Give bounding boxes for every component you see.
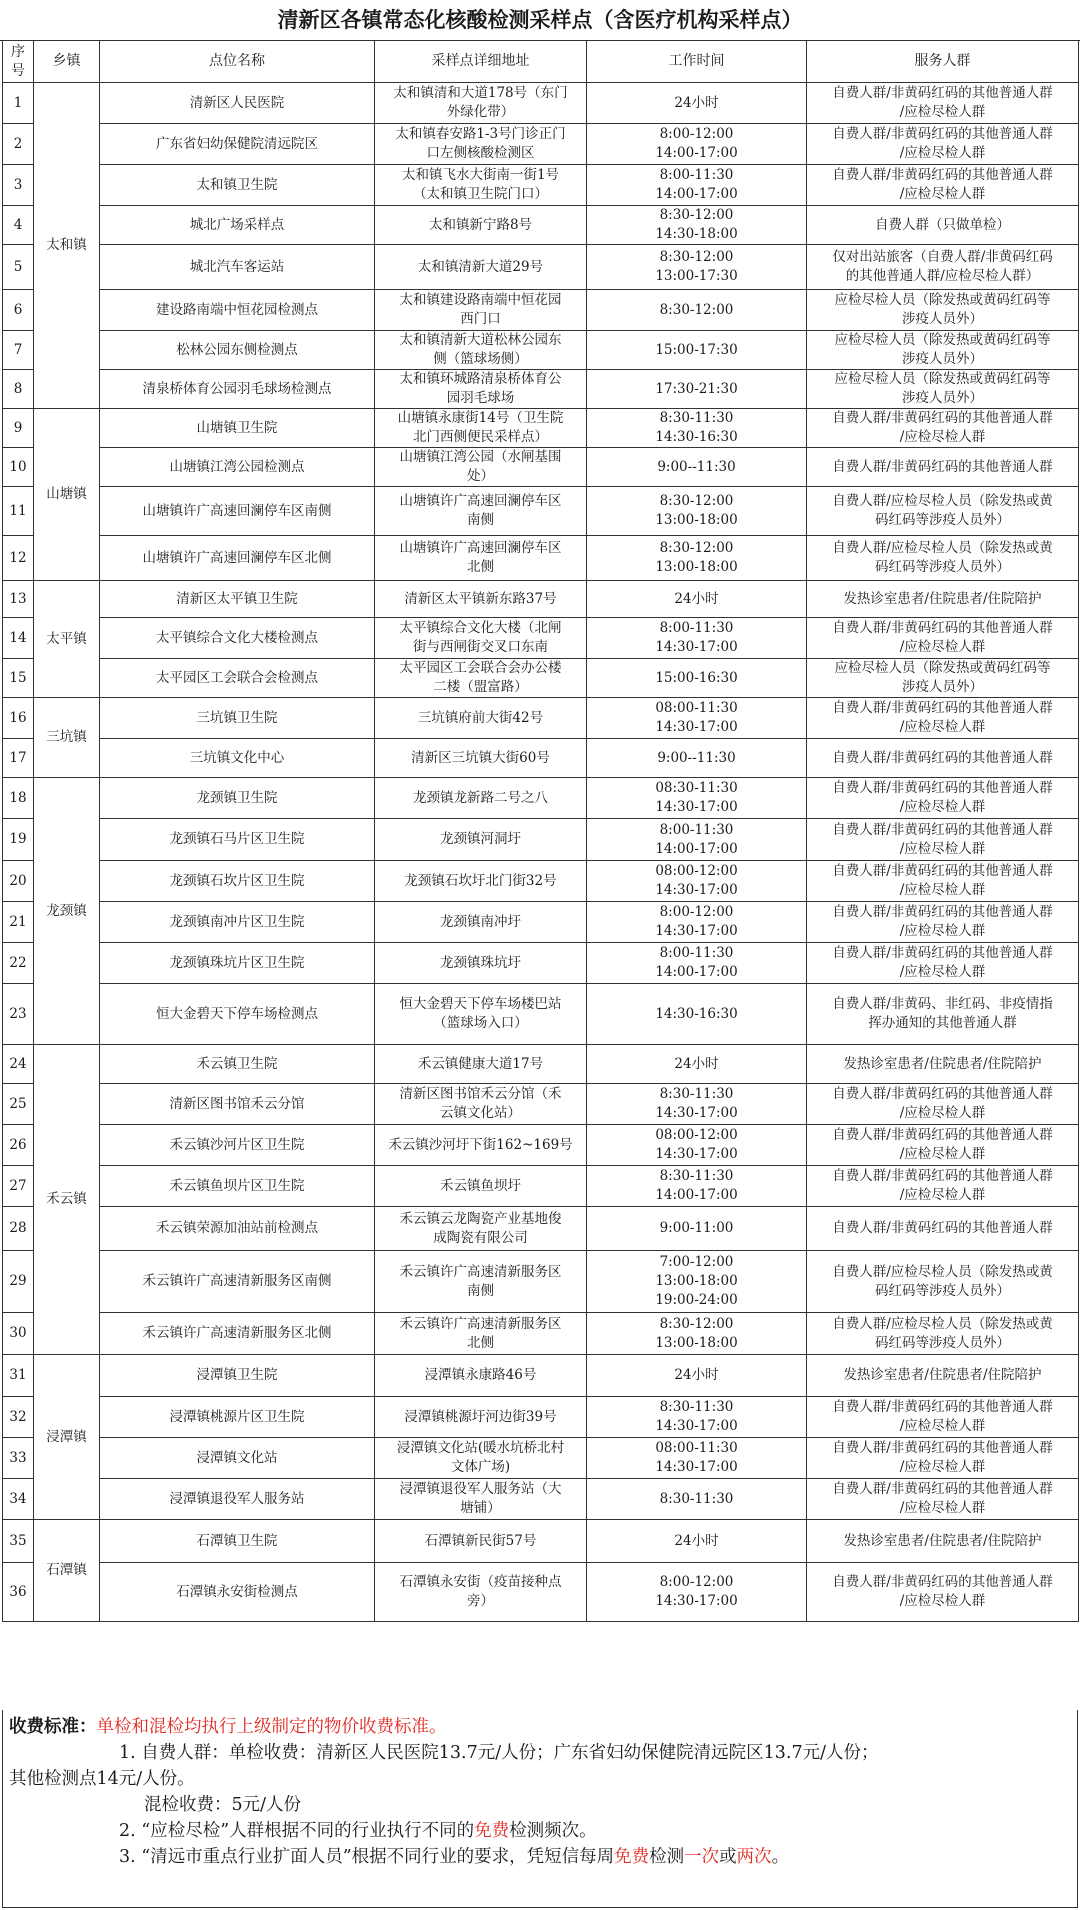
table-row [3, 165, 1079, 206]
cell-hours: 8:30-12:00 13:00-18:00 [587, 487, 807, 536]
cell-hours: 15:00-17:30 [587, 331, 807, 370]
cell-address: 浸潭镇永康路46号 [375, 1355, 587, 1397]
cell-address: 太和镇清新大道松林公园东 侧（篮球场侧） [375, 331, 587, 370]
cell-people: 仅对出站旅客（自费人群/非黄码红码 的其他普通人群/应检尽检人群） [807, 245, 1079, 290]
note-1c: 混检收费：5元/人份 [144, 1795, 302, 1815]
header-hours: 工作时间 [587, 41, 807, 83]
table-row [3, 581, 1079, 618]
cell-people: 自费人群/应检尽检人员（除发热或黄 码红码等涉疫人员外） [807, 1251, 1079, 1313]
cell-hours: 14:30-16:30 [587, 984, 807, 1045]
cell-hours: 8:00-12:00 14:30-17:00 [587, 1563, 807, 1622]
cell-seq: 22 [3, 943, 34, 984]
cell-name: 石潭镇卫生院 [100, 1520, 375, 1563]
cell-address: 龙颈镇石坎圩北门街32号 [375, 861, 587, 902]
cell-seq: 12 [3, 536, 34, 581]
cell-name: 禾云镇许广高速清新服务区南侧 [100, 1251, 375, 1313]
cell-seq: 28 [3, 1207, 34, 1251]
cell-address: 清新区三坑镇大街60号 [375, 739, 587, 778]
fee-standard-line [9, 1714, 1071, 1740]
cell-seq: 7 [3, 331, 34, 370]
cell-people: 自费人群/非黄码红码的其他普通人群 /应检尽检人群 [807, 861, 1079, 902]
cell-seq: 16 [3, 698, 34, 739]
cell-name: 龙颈镇南冲片区卫生院 [100, 902, 375, 943]
cell-seq: 15 [3, 659, 34, 698]
table-row [3, 943, 1079, 984]
table-row [3, 1355, 1079, 1397]
cell-seq: 20 [3, 861, 34, 902]
cell-people: 自费人群/应检尽检人员（除发热或黄 码红码等涉疫人员外） [807, 536, 1079, 581]
cell-name: 太和镇卫生院 [100, 165, 375, 206]
cell-address: 太和镇清新大道29号 [375, 245, 587, 290]
cell-hours: 8:00-11:30 14:00-17:00 [587, 165, 807, 206]
note-1: 1. 自费人群：单检收费：清新区人民医院13.7元/人份；广东省妇幼保健院清远院区13.7元/人份； [119, 1743, 879, 1763]
cell-people: 自费人群/非黄码红码的其他普通人群 [807, 1207, 1079, 1251]
cell-address: 禾云镇健康大道17号 [375, 1045, 587, 1084]
cell-hours: 08:30-11:30 14:30-17:00 [587, 778, 807, 819]
cell-hours: 17:30-21:30 [587, 370, 807, 409]
note-1b: 其他检测点14元/人份。 [9, 1769, 195, 1789]
cell-town: 禾云镇 [34, 1045, 100, 1355]
cell-people: 自费人群/非黄码红码的其他普通人群 /应检尽检人群 [807, 1563, 1079, 1622]
cell-hours: 24小时 [587, 1520, 807, 1563]
header-name: 点位名称 [100, 41, 375, 83]
cell-name: 山塘镇许广高速回澜停车区南侧 [100, 487, 375, 536]
cell-name: 禾云镇卫生院 [100, 1045, 375, 1084]
table-row [3, 487, 1079, 536]
cell-seq: 21 [3, 902, 34, 943]
cell-hours: 24小时 [587, 1045, 807, 1084]
cell-people: 自费人群/非黄码红码的其他普通人群 /应检尽检人群 [807, 1084, 1079, 1125]
cell-address: 禾云镇沙河圩下街162~169号 [375, 1125, 587, 1166]
cell-hours: 8:30-12:00 13:00-17:30 [587, 245, 807, 290]
cell-address: 山塘镇江湾公园（水闸基围 处） [375, 448, 587, 487]
cell-people: 自费人群/非黄码红码的其他普通人群 /应检尽检人群 [807, 124, 1079, 165]
cell-seq: 4 [3, 206, 34, 245]
cell-name: 龙颈镇石马片区卫生院 [100, 819, 375, 861]
cell-people: 自费人群/非黄码红码的其他普通人群 /应检尽检人群 [807, 778, 1079, 819]
table-row [3, 861, 1079, 902]
table-row [3, 698, 1079, 739]
cell-address: 禾云镇云龙陶瓷产业基地俊 成陶瓷有限公司 [375, 1207, 587, 1251]
cell-address: 龙颈镇龙新路二号之八 [375, 778, 587, 819]
cell-people: 自费人群/非黄码红码的其他普通人群 /应检尽检人群 [807, 165, 1079, 206]
table-row [3, 1125, 1079, 1166]
cell-address: 龙颈镇南冲圩 [375, 902, 587, 943]
cell-hours: 8:30-11:30 14:30-17:00 [587, 1397, 807, 1438]
cell-seq: 26 [3, 1125, 34, 1166]
cell-seq: 11 [3, 487, 34, 536]
cell-name: 禾云镇沙河片区卫生院 [100, 1125, 375, 1166]
cell-seq: 30 [3, 1313, 34, 1355]
cell-people: 发热诊室患者/住院患者/住院陪护 [807, 581, 1079, 618]
cell-people: 应检尽检人员（除发热或黄码红码等 涉疫人员外） [807, 290, 1079, 331]
cell-seq: 27 [3, 1166, 34, 1207]
cell-hours: 8:30-11:30 14:30-17:00 [587, 1084, 807, 1125]
cell-people: 自费人群/非黄码红码的其他普通人群 [807, 448, 1079, 487]
cell-address: 清新区太平镇新东路37号 [375, 581, 587, 618]
cell-seq: 13 [3, 581, 34, 618]
cell-seq: 18 [3, 778, 34, 819]
cell-people: 发热诊室患者/住院患者/住院陪护 [807, 1520, 1079, 1563]
cell-town: 石潭镇 [34, 1520, 100, 1622]
cell-hours: 8:30-11:30 14:30-16:30 [587, 409, 807, 448]
table-row [3, 124, 1079, 165]
cell-address: 龙颈镇珠坑圩 [375, 943, 587, 984]
cell-hours: 8:30-12:00 14:30-18:00 [587, 206, 807, 245]
table-row [3, 206, 1079, 245]
table-row [3, 1207, 1079, 1251]
cell-name: 城北汽车客运站 [100, 245, 375, 290]
cell-people: 自费人群/非黄码红码的其他普通人群 /应检尽检人群 [807, 409, 1079, 448]
cell-seq: 23 [3, 984, 34, 1045]
cell-name: 清新区人民医院 [100, 83, 375, 124]
cell-name: 山塘镇卫生院 [100, 409, 375, 448]
table-row [3, 778, 1079, 819]
cell-people: 自费人群/非黄码红码的其他普通人群 /应检尽检人群 [807, 618, 1079, 659]
cell-seq: 25 [3, 1084, 34, 1125]
cell-name: 城北广场采样点 [100, 206, 375, 245]
cell-name: 三坑镇卫生院 [100, 698, 375, 739]
cell-address: 太平园区工会联合会办公楼 二楼（盟富路） [375, 659, 587, 698]
table-body [3, 83, 1079, 1622]
table-row [3, 819, 1079, 861]
cell-people: 自费人群/非黄码红码的其他普通人群 [807, 739, 1079, 778]
cell-address: 太和镇环城路清泉桥体育公 园羽毛球场 [375, 370, 587, 409]
cell-hours: 8:30-12:00 [587, 290, 807, 331]
table-row [3, 1563, 1079, 1622]
cell-hours: 24小时 [587, 581, 807, 618]
cell-people: 自费人群/非黄码红码的其他普通人群 /应检尽检人群 [807, 83, 1079, 124]
cell-people: 自费人群/非黄码、非红码、非疫情指 挥办通知的其他普通人群 [807, 984, 1079, 1045]
header-people: 服务人群 [807, 41, 1079, 83]
cell-address: 浸潭镇桃源圩河边街39号 [375, 1397, 587, 1438]
cell-people: 自费人群/非黄码红码的其他普通人群 /应检尽检人群 [807, 819, 1079, 861]
cell-seq: 3 [3, 165, 34, 206]
cell-people: 自费人群/非黄码红码的其他普通人群 /应检尽检人群 [807, 1166, 1079, 1207]
table-row [3, 536, 1079, 581]
cell-hours: 08:00-11:30 14:30-17:00 [587, 698, 807, 739]
cell-seq: 6 [3, 290, 34, 331]
table-row [3, 1084, 1079, 1125]
cell-town: 太和镇 [34, 83, 100, 409]
cell-address: 石潭镇永安街（疫苗接种点 旁） [375, 1563, 587, 1622]
table-row [3, 1045, 1079, 1084]
page-title: 清新区各镇常态化核酸检测采样点（含医疗机构采样点） [0, 0, 1080, 41]
cell-hours: 9:00--11:30 [587, 448, 807, 487]
cell-address: 山塘镇永康街14号（卫生院 北门西侧便民采样点） [375, 409, 587, 448]
sampling-points-table [2, 40, 1079, 1622]
table-row [3, 448, 1079, 487]
cell-hours: 8:30-12:00 13:00-18:00 [587, 536, 807, 581]
cell-name: 太平园区工会联合会检测点 [100, 659, 375, 698]
note-3: 3. “清远市重点行业扩面人员”根据不同行业的要求，凭短信每周免费检测一次或两次。 [119, 1847, 790, 1867]
table-row [3, 618, 1079, 659]
cell-hours: 8:00-11:30 14:30-17:00 [587, 618, 807, 659]
cell-address: 禾云镇许广高速清新服务区 北侧 [375, 1313, 587, 1355]
table-row [3, 245, 1079, 290]
cell-hours: 08:00-12:00 14:30-17:00 [587, 1125, 807, 1166]
fee-label: 收费标准： [9, 1717, 97, 1737]
cell-seq: 24 [3, 1045, 34, 1084]
cell-seq: 5 [3, 245, 34, 290]
note-2: 2. “应检尽检”人群根据不同的行业执行不同的免费检测频次。 [119, 1821, 597, 1841]
cell-name: 龙颈镇石坎片区卫生院 [100, 861, 375, 902]
cell-seq: 36 [3, 1563, 34, 1622]
table-row [3, 984, 1079, 1045]
cell-name: 浸潭镇桃源片区卫生院 [100, 1397, 375, 1438]
cell-address: 山塘镇许广高速回澜停车区 北侧 [375, 536, 587, 581]
cell-seq: 33 [3, 1438, 34, 1479]
cell-name: 禾云镇鱼坝片区卫生院 [100, 1166, 375, 1207]
cell-seq: 9 [3, 409, 34, 448]
cell-address: 石潭镇新民街57号 [375, 1520, 587, 1563]
cell-seq: 14 [3, 618, 34, 659]
cell-address: 浸潭镇退役军人服务站（大 塘铺） [375, 1479, 587, 1520]
table-row [3, 1166, 1079, 1207]
cell-name: 山塘镇许广高速回澜停车区北侧 [100, 536, 375, 581]
cell-seq: 8 [3, 370, 34, 409]
cell-name: 恒大金碧天下停车场检测点 [100, 984, 375, 1045]
cell-name: 禾云镇荣源加油站前检测点 [100, 1207, 375, 1251]
table-row [3, 1520, 1079, 1563]
cell-people: 发热诊室患者/住院患者/住院陪护 [807, 1355, 1079, 1397]
cell-people: 自费人群/非黄码红码的其他普通人群 /应检尽检人群 [807, 1438, 1079, 1479]
cell-town: 山塘镇 [34, 409, 100, 581]
cell-name: 清泉桥体育公园羽毛球场检测点 [100, 370, 375, 409]
cell-hours: 9:00--11:30 [587, 739, 807, 778]
cell-seq: 19 [3, 819, 34, 861]
table-header-row [3, 41, 1079, 83]
cell-people: 应检尽检人员（除发热或黄码红码等 涉疫人员外） [807, 659, 1079, 698]
table-row [3, 331, 1079, 370]
table-row [3, 902, 1079, 943]
cell-town: 龙颈镇 [34, 778, 100, 1045]
table-row [3, 1397, 1079, 1438]
cell-people: 自费人群/非黄码红码的其他普通人群 /应检尽检人群 [807, 943, 1079, 984]
fee-notes [2, 1710, 1078, 1908]
cell-address: 太和镇建设路南端中恒花园 西门口 [375, 290, 587, 331]
cell-address: 恒大金碧天下停车场楼巴站 （篮球场入口） [375, 984, 587, 1045]
cell-address: 太和镇飞水大街南一街1号 （太和镇卫生院门口） [375, 165, 587, 206]
table-row [3, 659, 1079, 698]
cell-people: 自费人群（只做单检） [807, 206, 1079, 245]
cell-hours: 8:30-11:30 14:00-17:00 [587, 1166, 807, 1207]
cell-hours: 9:00-11:00 [587, 1207, 807, 1251]
table-row [3, 290, 1079, 331]
cell-name: 石潭镇永安街检测点 [100, 1563, 375, 1622]
cell-hours: 8:00-12:00 14:00-17:00 [587, 124, 807, 165]
cell-name: 清新区太平镇卫生院 [100, 581, 375, 618]
cell-address: 龙颈镇河洞圩 [375, 819, 587, 861]
cell-hours: 08:00-11:30 14:30-17:00 [587, 1438, 807, 1479]
cell-hours: 7:00-12:00 13:00-18:00 19:00-24:00 [587, 1251, 807, 1313]
cell-seq: 17 [3, 739, 34, 778]
table-row [3, 1479, 1079, 1520]
cell-people: 应检尽检人员（除发热或黄码红码等 涉疫人员外） [807, 370, 1079, 409]
cell-name: 禾云镇许广高速清新服务区北侧 [100, 1313, 375, 1355]
cell-name: 三坑镇文化中心 [100, 739, 375, 778]
header-address: 采样点详细地址 [375, 41, 587, 83]
cell-seq: 34 [3, 1479, 34, 1520]
cell-hours: 15:00-16:30 [587, 659, 807, 698]
cell-hours: 24小时 [587, 1355, 807, 1397]
cell-seq: 2 [3, 124, 34, 165]
table-row [3, 1313, 1079, 1355]
cell-town: 三坑镇 [34, 698, 100, 778]
cell-name: 浸潭镇卫生院 [100, 1355, 375, 1397]
cell-name: 清新区图书馆禾云分馆 [100, 1084, 375, 1125]
cell-name: 松林公园东侧检测点 [100, 331, 375, 370]
table-row [3, 370, 1079, 409]
cell-address: 山塘镇许广高速回澜停车区 南侧 [375, 487, 587, 536]
cell-address: 太和镇清和大道178号（东门 外绿化带） [375, 83, 587, 124]
cell-name: 龙颈镇卫生院 [100, 778, 375, 819]
cell-address: 三坑镇府前大街42号 [375, 698, 587, 739]
cell-people: 自费人群/非黄码红码的其他普通人群 /应检尽检人群 [807, 1397, 1079, 1438]
cell-hours: 08:00-12:00 14:30-17:00 [587, 861, 807, 902]
cell-people: 自费人群/非黄码红码的其他普通人群 /应检尽检人群 [807, 1125, 1079, 1166]
table-row [3, 1438, 1079, 1479]
cell-people: 发热诊室患者/住院患者/住院陪护 [807, 1045, 1079, 1084]
cell-seq: 1 [3, 83, 34, 124]
cell-people: 自费人群/应检尽检人员（除发热或黄 码红码等涉疫人员外） [807, 1313, 1079, 1355]
cell-people: 自费人群/非黄码红码的其他普通人群 /应检尽检人群 [807, 902, 1079, 943]
cell-people: 自费人群/非黄码红码的其他普通人群 /应检尽检人群 [807, 698, 1079, 739]
cell-people: 应检尽检人员（除发热或黄码红码等 涉疫人员外） [807, 331, 1079, 370]
cell-address: 太平镇综合文化大楼（北闸 街与西闸街交叉口东南 [375, 618, 587, 659]
cell-address: 太和镇春安路1-3号门诊正门 口左侧核酸检测区 [375, 124, 587, 165]
cell-address: 清新区图书馆禾云分馆（禾 云镇文化站） [375, 1084, 587, 1125]
cell-seq: 31 [3, 1355, 34, 1397]
cell-address: 禾云镇许广高速清新服务区 南侧 [375, 1251, 587, 1313]
table-row [3, 409, 1079, 448]
cell-seq: 32 [3, 1397, 34, 1438]
cell-address: 浸潭镇文化站(暖水坑桥北村 文体广场) [375, 1438, 587, 1479]
cell-address: 禾云镇鱼坝圩 [375, 1166, 587, 1207]
cell-address: 太和镇新宁路8号 [375, 206, 587, 245]
table-row [3, 1251, 1079, 1313]
cell-people: 自费人群/应检尽检人员（除发热或黄 码红码等涉疫人员外） [807, 487, 1079, 536]
cell-hours: 8:00-12:00 14:30-17:00 [587, 902, 807, 943]
header-seq: 序 号 [3, 41, 34, 83]
cell-hours: 8:30-12:00 13:00-18:00 [587, 1313, 807, 1355]
cell-name: 浸潭镇退役军人服务站 [100, 1479, 375, 1520]
cell-town: 太平镇 [34, 581, 100, 698]
cell-hours: 8:00-11:30 14:00-17:00 [587, 819, 807, 861]
fee-standard: 单检和混检均执行上级制定的物价收费标准。 [96, 1717, 447, 1737]
cell-name: 太平镇综合文化大楼检测点 [100, 618, 375, 659]
cell-town: 浸潭镇 [34, 1355, 100, 1520]
cell-seq: 29 [3, 1251, 34, 1313]
cell-name: 浸潭镇文化站 [100, 1438, 375, 1479]
cell-seq: 35 [3, 1520, 34, 1563]
cell-people: 自费人群/非黄码红码的其他普通人群 /应检尽检人群 [807, 1479, 1079, 1520]
cell-hours: 24小时 [587, 83, 807, 124]
header-town: 乡镇 [34, 41, 100, 83]
table-row [3, 739, 1079, 778]
cell-name: 广东省妇幼保健院清远院区 [100, 124, 375, 165]
table-row [3, 83, 1079, 124]
cell-hours: 8:30-11:30 [587, 1479, 807, 1520]
cell-name: 山塘镇江湾公园检测点 [100, 448, 375, 487]
cell-name: 建设路南端中恒花园检测点 [100, 290, 375, 331]
cell-name: 龙颈镇珠坑片区卫生院 [100, 943, 375, 984]
cell-hours: 8:00-11:30 14:00-17:00 [587, 943, 807, 984]
cell-seq: 10 [3, 448, 34, 487]
